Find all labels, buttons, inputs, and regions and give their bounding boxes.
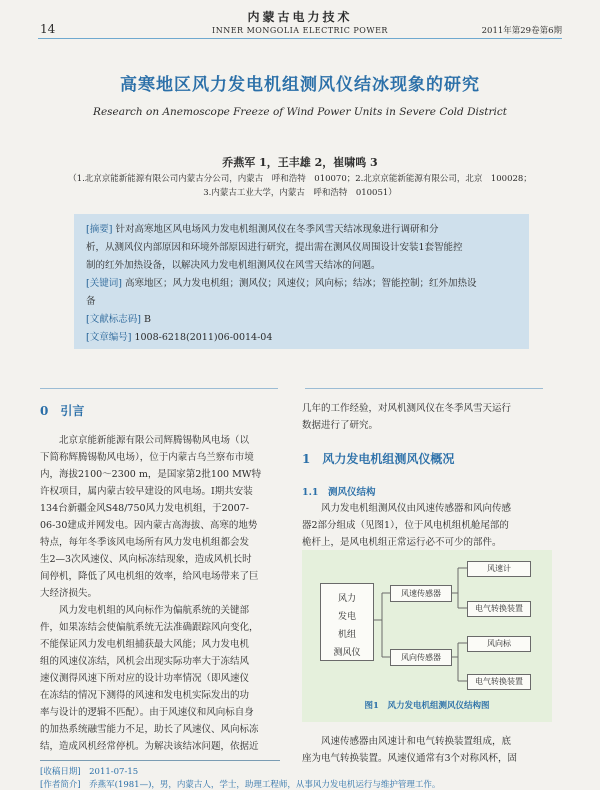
header-divider <box>38 38 562 39</box>
p1-line: 大经济损失。 <box>40 588 98 599</box>
title-en: Research on Anemoscope Freeze of Wind Power Units in Severe Cold District <box>93 106 507 118</box>
p2-line: 率与设计的逻辑不匹配）。由于风速仪和风向标自身 <box>40 707 254 718</box>
journal-name-cn: 内蒙古电力技术 <box>247 10 353 24</box>
p1-line: 内，海拔2100～2300 m，是国家第2批100 MW特 <box>40 469 262 480</box>
right-paragraph-top <box>302 400 552 434</box>
right-paragraph-mid <box>302 500 552 551</box>
p2-line: 风力发电机组的风向标作为偏航系统的关键部 <box>59 605 250 616</box>
right-bottom-line: 风速传感器由风速计和电气转换装置组成，底 <box>321 736 512 747</box>
speed-sensor-box: 风速传感器 <box>390 585 452 602</box>
issue-info: 2011年第29卷第6期 <box>481 26 562 36</box>
section-0-title: 0 引言 <box>40 404 85 418</box>
doc-code-label: [文献标志码] <box>86 314 141 325</box>
abstract-line-3: 制的红外加热设备，以解决风力发电机组测风仪在风雪天结冰的问题。 <box>86 260 381 271</box>
abstract-line-2: 析，从测风仪内部原因和环境外部原因进行研究，提出需在测风仪周围设计安装1套智能控 <box>86 242 463 253</box>
intro-paragraph-2 <box>40 602 286 755</box>
doc-code-line <box>86 312 518 327</box>
authors: 乔燕军 1，王丰雄 2，崔啸鸣 3 <box>222 156 378 169</box>
main-box-line: 风力 <box>337 594 356 604</box>
anemometer-box: 风速计 <box>467 561 531 577</box>
turbine-anemoscope-box <box>320 583 374 661</box>
left-column-rule <box>40 388 278 389</box>
p1-line: 北京京能新能源有限公司辉腾锡勒风电场（以 <box>59 435 250 446</box>
p2-line: 在冻结的情况下测得的风速和发电机实际发出的功 <box>40 690 250 701</box>
main-box-line: 发电 <box>337 612 356 622</box>
right-column-rule <box>305 388 543 389</box>
p2-line: 组的风速仪冻结，风机会出现实际功率大于冻结风 <box>40 656 250 667</box>
converter-box-1: 电气转换装置 <box>467 601 531 617</box>
affiliation-line-2: 3.内蒙古工业大学，内蒙古 呼和浩特 010051） <box>203 188 397 198</box>
right-paragraph-bottom <box>302 733 552 767</box>
author-info: [作者简介] 乔燕军(1981—)，男，内蒙古人，学士，助理工程师，从事风力发电机运行与维护管理工作。 <box>40 780 441 790</box>
p1-line: 06-30建成并网发电。因内蒙古高海拔、高寒的地势 <box>40 520 258 531</box>
page-number: 14 <box>40 22 56 36</box>
keywords-line-1 <box>86 276 518 291</box>
keywords-label: [关键词] <box>86 278 122 289</box>
article-no-line <box>86 330 518 345</box>
affiliation-line-1: （1.北京京能新能源有限公司内蒙古分公司，内蒙古 呼和浩特 010070；2.北京京能新能源有限公司，北京 100028； <box>68 174 532 184</box>
journal-name-en: INNER MONGOLIA ELECTRIC POWER <box>212 26 388 35</box>
section-1-title: 1 风力发电机组测风仪概况 <box>302 452 455 466</box>
p1-line: 下简称辉腾锡勒风电场），位于内蒙古乌兰察布市境 <box>40 452 254 463</box>
p2-line: 件，如果冻结会使偏航系统无法准确跟踪风向变化， <box>40 622 259 633</box>
section-1-1-title: 1.1 测风仪结构 <box>302 487 376 498</box>
p2-line: 结，造成风机经常停机。为解决该结冰问题，依据近 <box>40 741 259 752</box>
title-cn: 高寒地区风力发电机组测风仪结冰现象的研究 <box>120 75 480 95</box>
abstract-line-1 <box>86 222 518 237</box>
right-top-line: 几年的工作经验，对风机测风仪在冬季风雪天运行 <box>302 403 512 414</box>
converter-box-2: 电气转换装置 <box>467 674 531 690</box>
p2-line: 不能保证风力发电机组捕获最大风能；风力发电机 <box>40 639 250 650</box>
p1-line: 134台新疆金风S48/750风力发电机组，于2007- <box>40 503 249 514</box>
footnote-rule <box>40 760 280 761</box>
abstract-text-1: 针对高寒地区风电场风力发电机组测风仪在冬季风雪天结冰现象进行调研和分 <box>115 224 439 235</box>
article-no: 1008-6218(2011)06-0014-04 <box>134 332 273 343</box>
p1-line: 特点，每年冬季该风电场所有风力发电机组都会发 <box>40 537 250 548</box>
keywords-line-2: 备 <box>86 296 96 307</box>
p1-line: 生2—3次风速仪、风向标冻结现象，造成风机长时 <box>40 554 252 565</box>
doc-code: B <box>143 314 151 325</box>
abstract-label: [摘要] <box>86 224 113 235</box>
figure-caption: 图1 风力发电机组测风仪结构图 <box>364 701 490 711</box>
keywords-text-1: 高寒地区；风力发电机组；测风仪；风速仪；风向标；结冰；智能控制；红外加热设 <box>124 278 477 289</box>
p1-line: 许权项目，属内蒙古较早建设的风电场。Ⅰ期共安装 <box>40 486 253 497</box>
figure-1 <box>302 550 552 722</box>
abstract-box <box>74 214 529 349</box>
p2-line: 的加热系统融雪能力不足，助长了风速仪、风向标冻 <box>40 724 259 735</box>
right-mid-line: 器2部分组成（见图1），位于风电机组机舱尾部的 <box>302 520 509 531</box>
article-no-label: [文章编号] <box>86 332 132 343</box>
vane-box: 风向标 <box>467 636 531 652</box>
received-date: [收稿日期] 2011-07-15 <box>40 767 139 777</box>
p1-line: 间停机，降低了风电机组的效率，给风电场带来了巨 <box>40 571 259 582</box>
right-mid-line: 桅杆上，是风电机组正常运行必不可少的部件。 <box>302 537 502 548</box>
main-box-line: 测风仪 <box>333 648 361 658</box>
intro-paragraph-1 <box>40 432 286 602</box>
right-top-line: 数据进行了研究。 <box>302 420 379 431</box>
main-box-line: 机组 <box>337 630 356 640</box>
right-bottom-line: 座为电气转换装置。风速仪通常有3个对称风杯，固 <box>302 753 518 764</box>
p2-line: 速仪测得风速下所对应的设计功率情况（即风速仪 <box>40 673 250 684</box>
direction-sensor-box: 风向传感器 <box>390 649 452 666</box>
right-mid-line: 风力发电机组测风仪由风速传感器和风向传感 <box>321 503 512 514</box>
